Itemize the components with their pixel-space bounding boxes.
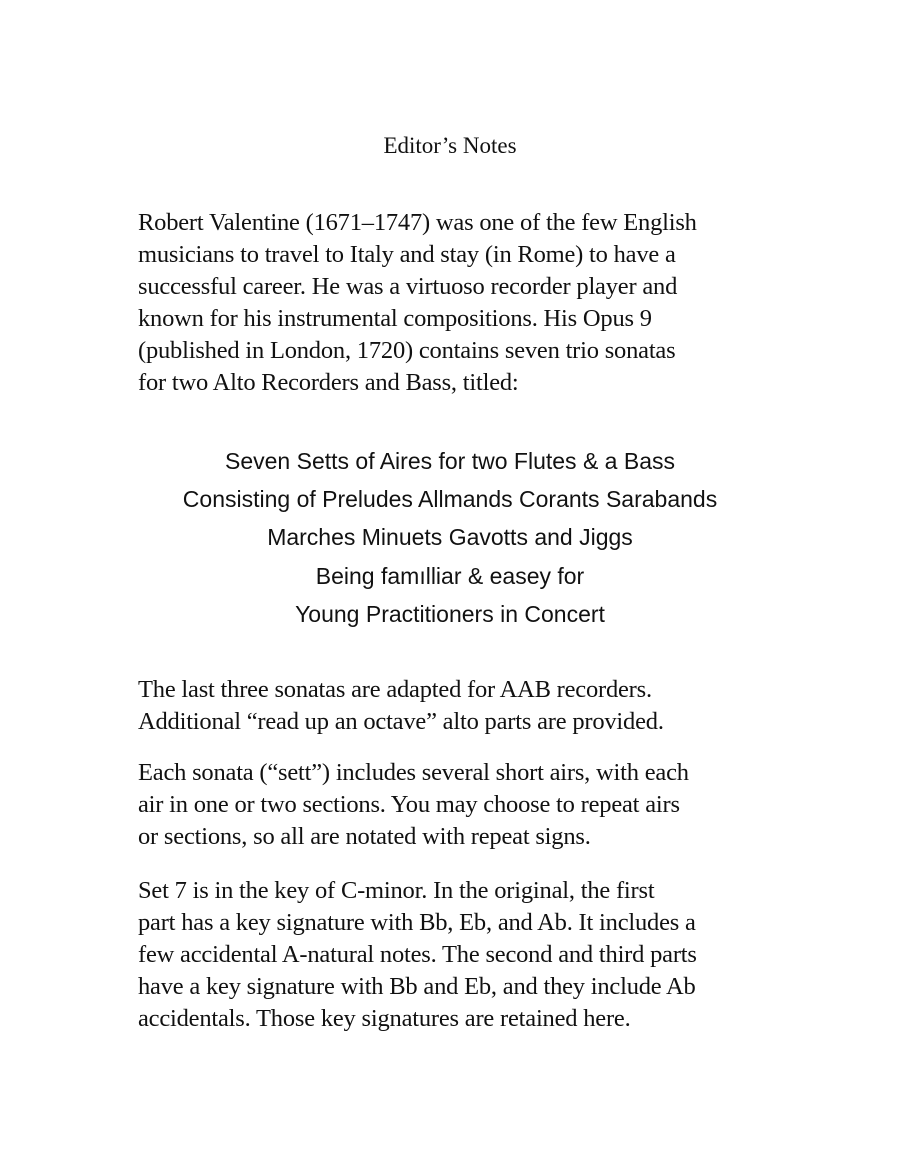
quote-line: Seven Setts of Aires for two Flutes & a Bass (225, 448, 675, 474)
adaptation-paragraph (138, 674, 778, 738)
paragraph-line: or sections, so all are notated with repeat signs. (138, 823, 591, 850)
intro-line: Robert Valentine (1671–1747) was one of the few English (138, 209, 697, 236)
intro-line: known for his instrumental compositions. His Opus 9 (138, 305, 652, 332)
quote-line: Being famılliar & easey for (315, 562, 585, 589)
paragraph-line: accidentals. Those key signatures are retained here. (138, 1005, 631, 1032)
paragraph-line: The last three sonatas are adapted for AAB recorders. (138, 676, 652, 703)
intro-line: for two Alto Recorders and Bass, titled: (138, 369, 519, 396)
page-title: Editor’s Notes (383, 133, 517, 158)
paragraph-line: Additional “read up an octave” alto parts are provided. (138, 708, 664, 735)
quote-line: Young Practitioners in Concert (295, 600, 605, 627)
paragraph-line: Each sonata (“sett”) includes several short airs, with each (138, 759, 689, 786)
key-signature-paragraph (138, 875, 778, 1035)
quote-line: Consisting of Preludes Allmands Corants Sarabands (182, 486, 718, 513)
paragraph-line: air in one or two sections. You may choose to repeat airs (138, 791, 680, 818)
paragraph-line: part has a key signature with Bb, Eb, and Ab. It includes a (138, 909, 696, 936)
airs-paragraph (138, 757, 778, 853)
paragraph-line: have a key signature with Bb and Eb, and they include Ab (138, 973, 696, 1000)
intro-line: (published in London, 1720) contains seven trio sonatas (138, 337, 676, 364)
intro-paragraph (138, 207, 778, 399)
original-title-quote (0, 442, 900, 633)
intro-line: musicians to travel to Italy and stay (in Rome) to have a (138, 241, 676, 268)
quote-line: Marches Minuets Gavotts and Jiggs (267, 524, 633, 551)
paragraph-line: Set 7 is in the key of C-minor. In the original, the first (138, 877, 655, 904)
intro-line: successful career. He was a virtuoso recorder player and (138, 273, 678, 300)
paragraph-line: few accidental A-natural notes. The second and third parts (138, 941, 697, 968)
